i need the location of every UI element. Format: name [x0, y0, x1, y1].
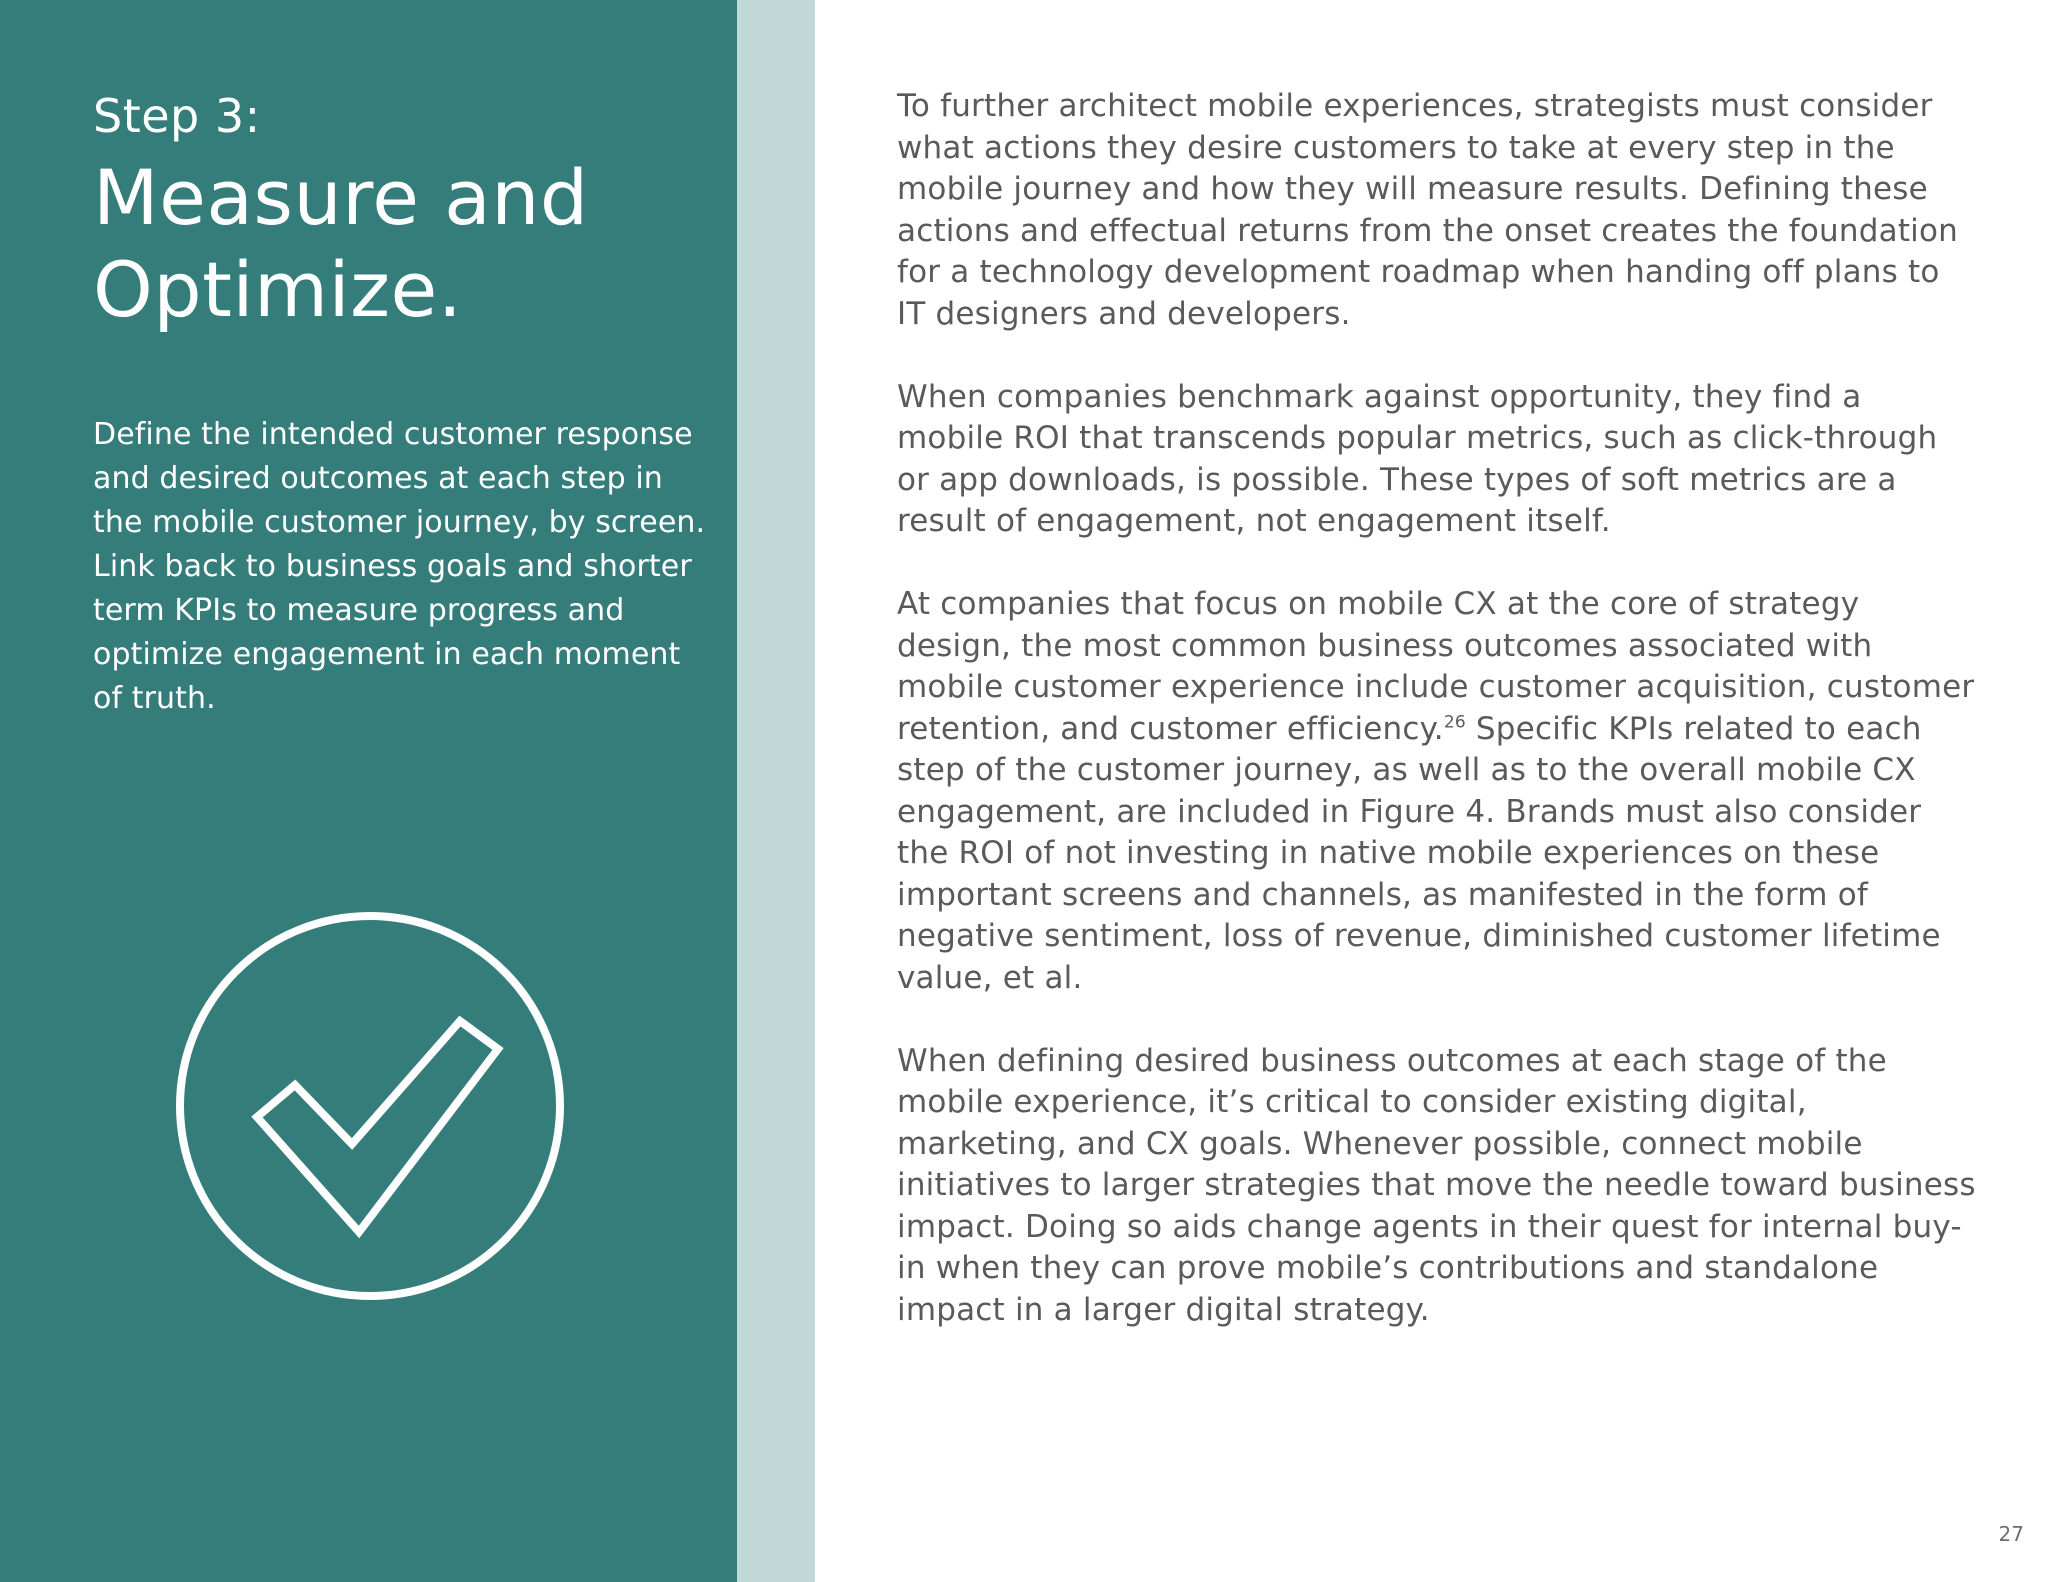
- footnote-reference: 26: [1443, 712, 1466, 733]
- body-paragraph-3-part-2: Specific KPIs related to each step of the customer journey, as well as to the overall mobile CX engagement, are included in Figure 4. Brands must also consider the ROI of not investing in native mobile experiences on these important screens and channels, as manifested in the form of negative sentiment, loss of revenue, diminished customer lifetime value, et al.: [897, 710, 1941, 996]
- intro-text: Define the intended customer response and desired outcomes at each step in the mobile customer journey, by screen. Link back to business goals and shorter term KPIs to measure progress and optimize engagement in each moment of truth.: [93, 417, 706, 716]
- page-number: 27: [1998, 1522, 2024, 1546]
- body-paragraph-3-part-1: At companies that focus on mobile CX at the core of strategy design, the most common business outcomes associated with mobile customer experience include customer acquisition, customer retention, and customer efficiency.: [897, 586, 1975, 747]
- checkmark-circle-icon: [175, 911, 565, 1301]
- body-paragraph-2: When companies benchmark against opportunity, they find a mobile ROI that transcends popular metrics, such as click-through or app downloads, is possible. These types of soft metrics are a result of engagement, not engagement itself.: [897, 378, 1938, 539]
- left-panel: [0, 0, 737, 1582]
- step-label: Step 3:: [93, 89, 261, 143]
- body-paragraph-3: [897, 584, 1977, 999]
- section-title: Measure and Optimize.: [93, 153, 589, 334]
- body-paragraph-1: To further architect mobile experiences, strategists must consider what actions they desire customers to take at every step in the mobile journey and how they will measure results. Defining these actions and effectual returns from the onset creates the foundation for a technology development roadmap when handing off plans to IT designers and developers.: [897, 88, 1959, 332]
- body-text: [897, 86, 1977, 1373]
- accent-strip: [737, 0, 815, 1582]
- body-paragraph-4: When defining desired business outcomes at each stage of the mobile experience, it’s critical to consider existing digital, marketing, and CX goals. Whenever possible, connect mobile initiatives to larger strategies that move the needle toward business impact. Doing so aids change agents in their quest for internal buy-in when they can prove mobile’s contributions and standalone impact in a larger digital strategy.: [897, 1042, 1976, 1328]
